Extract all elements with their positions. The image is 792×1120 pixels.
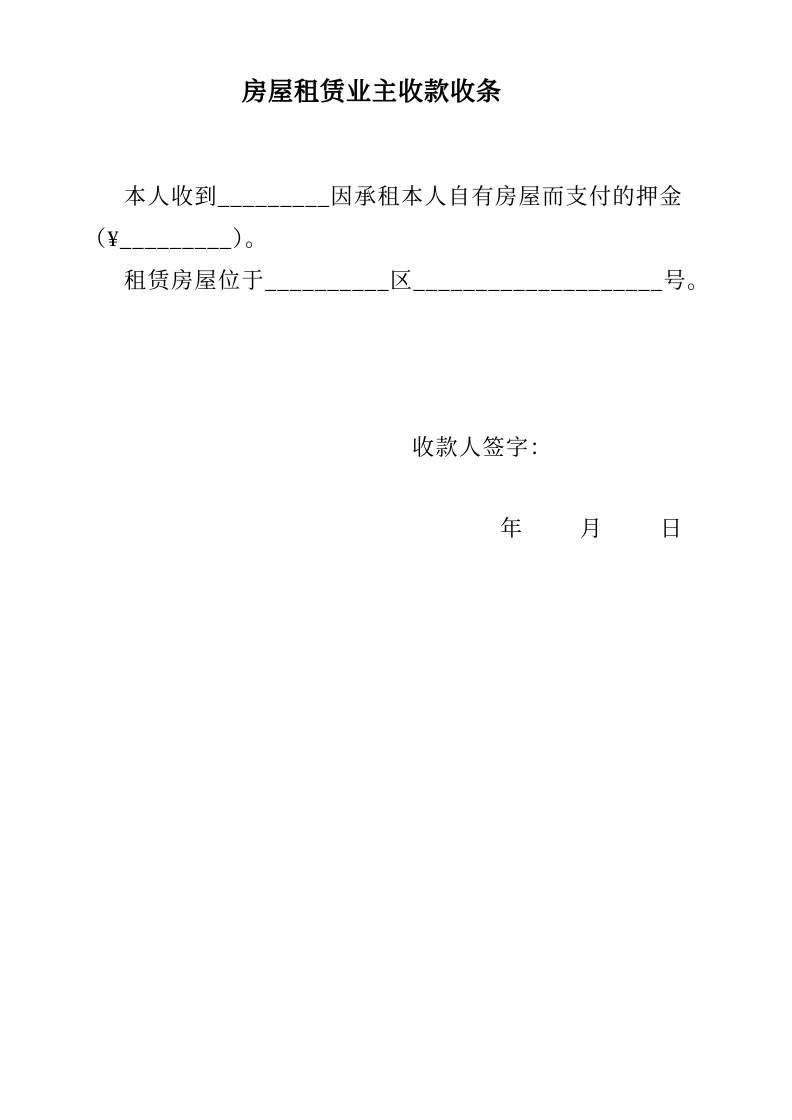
date-line — [500, 512, 682, 543]
document-title: 房屋租赁业主收款收条 — [241, 79, 502, 106]
date-month-label: 月 — [580, 516, 603, 541]
signature-label: 收款人签字： — [412, 435, 554, 460]
date-year-label: 年 — [500, 516, 523, 541]
date-day-label: 日 — [660, 516, 683, 541]
property-address-line: 租赁房屋位于__________区____________________号。 — [124, 268, 711, 293]
deposit-amount-line: （¥_________）。 — [84, 226, 269, 251]
deposit-paragraph-line1: 本人收到_________因承租本人自有房屋而支付的押金 — [124, 184, 684, 209]
